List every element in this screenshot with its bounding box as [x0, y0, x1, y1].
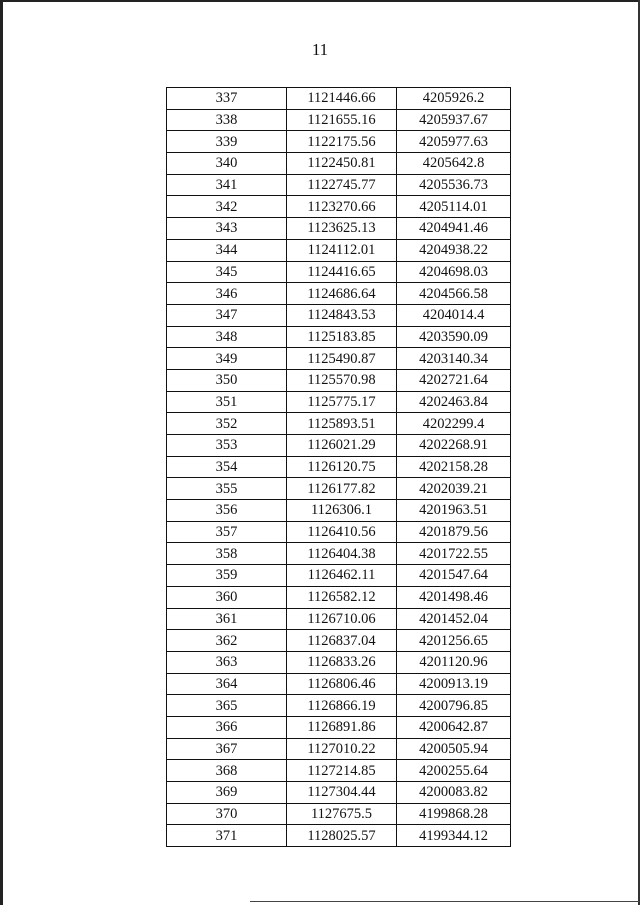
point-number-cell: 366	[167, 716, 287, 738]
point-number-cell: 358	[167, 543, 287, 565]
point-number-cell: 371	[167, 825, 287, 847]
point-number-cell: 340	[167, 153, 287, 175]
table-row	[167, 608, 511, 630]
table-row	[167, 88, 511, 110]
x-coordinate-cell: 1127675.5	[287, 803, 397, 825]
x-coordinate-cell: 1126404.38	[287, 543, 397, 565]
x-coordinate-cell: 1124843.53	[287, 304, 397, 326]
table-row	[167, 283, 511, 305]
x-coordinate-cell: 1126120.75	[287, 456, 397, 478]
table-row	[167, 651, 511, 673]
table-row	[167, 196, 511, 218]
coordinates-table-body	[167, 88, 511, 847]
y-coordinate-cell: 4205937.67	[397, 109, 511, 131]
x-coordinate-cell: 1122745.77	[287, 174, 397, 196]
y-coordinate-cell: 4204941.46	[397, 218, 511, 240]
scan-edge-top	[0, 0, 640, 2]
x-coordinate-cell: 1126710.06	[287, 608, 397, 630]
y-coordinate-cell: 4202158.28	[397, 456, 511, 478]
table-row	[167, 456, 511, 478]
y-coordinate-cell: 4205114.01	[397, 196, 511, 218]
y-coordinate-cell: 4202463.84	[397, 391, 511, 413]
x-coordinate-cell: 1126891.86	[287, 716, 397, 738]
table-row	[167, 391, 511, 413]
x-coordinate-cell: 1124686.64	[287, 283, 397, 305]
x-coordinate-cell: 1126806.46	[287, 673, 397, 695]
y-coordinate-cell: 4205536.73	[397, 174, 511, 196]
point-number-cell: 368	[167, 760, 287, 782]
table-row	[167, 239, 511, 261]
x-coordinate-cell: 1123270.66	[287, 196, 397, 218]
table-row	[167, 218, 511, 240]
table-row	[167, 825, 511, 847]
x-coordinate-cell: 1125893.51	[287, 413, 397, 435]
x-coordinate-cell: 1123625.13	[287, 218, 397, 240]
y-coordinate-cell: 4201722.55	[397, 543, 511, 565]
x-coordinate-cell: 1126833.26	[287, 651, 397, 673]
table-row	[167, 521, 511, 543]
table-row	[167, 153, 511, 175]
point-number-cell: 362	[167, 630, 287, 652]
y-coordinate-cell: 4204938.22	[397, 239, 511, 261]
x-coordinate-cell: 1126837.04	[287, 630, 397, 652]
x-coordinate-cell: 1127304.44	[287, 782, 397, 804]
x-coordinate-cell: 1126177.82	[287, 478, 397, 500]
x-coordinate-cell: 1121655.16	[287, 109, 397, 131]
table-row	[167, 261, 511, 283]
table-row	[167, 500, 511, 522]
table-row	[167, 630, 511, 652]
table-row	[167, 369, 511, 391]
table-row	[167, 174, 511, 196]
point-number-cell: 363	[167, 651, 287, 673]
point-number-cell: 355	[167, 478, 287, 500]
x-coordinate-cell: 1126306.1	[287, 500, 397, 522]
y-coordinate-cell: 4204014.4	[397, 304, 511, 326]
y-coordinate-cell: 4201879.56	[397, 521, 511, 543]
y-coordinate-cell: 4201452.04	[397, 608, 511, 630]
x-coordinate-cell: 1128025.57	[287, 825, 397, 847]
y-coordinate-cell: 4204698.03	[397, 261, 511, 283]
table-row	[167, 131, 511, 153]
x-coordinate-cell: 1127214.85	[287, 760, 397, 782]
table-row	[167, 435, 511, 457]
y-coordinate-cell: 4200642.87	[397, 716, 511, 738]
y-coordinate-cell: 4205642.8	[397, 153, 511, 175]
table-row	[167, 326, 511, 348]
point-number-cell: 341	[167, 174, 287, 196]
y-coordinate-cell: 4202039.21	[397, 478, 511, 500]
point-number-cell: 337	[167, 88, 287, 110]
y-coordinate-cell: 4200505.94	[397, 738, 511, 760]
x-coordinate-cell: 1122175.56	[287, 131, 397, 153]
y-coordinate-cell: 4204566.58	[397, 283, 511, 305]
x-coordinate-cell: 1126866.19	[287, 695, 397, 717]
table-row	[167, 543, 511, 565]
x-coordinate-cell: 1125570.98	[287, 369, 397, 391]
y-coordinate-cell: 4200913.19	[397, 673, 511, 695]
y-coordinate-cell: 4202299.4	[397, 413, 511, 435]
y-coordinate-cell: 4200255.64	[397, 760, 511, 782]
x-coordinate-cell: 1125490.87	[287, 348, 397, 370]
y-coordinate-cell: 4201498.46	[397, 586, 511, 608]
x-coordinate-cell: 1126410.56	[287, 521, 397, 543]
point-number-cell: 369	[167, 782, 287, 804]
point-number-cell: 356	[167, 500, 287, 522]
scan-edge-bottom	[250, 901, 640, 902]
point-number-cell: 345	[167, 261, 287, 283]
table-row	[167, 348, 511, 370]
point-number-cell: 370	[167, 803, 287, 825]
x-coordinate-cell: 1124112.01	[287, 239, 397, 261]
table-row	[167, 738, 511, 760]
table-row	[167, 782, 511, 804]
y-coordinate-cell: 4205977.63	[397, 131, 511, 153]
table-row	[167, 760, 511, 782]
point-number-cell: 367	[167, 738, 287, 760]
x-coordinate-cell: 1122450.81	[287, 153, 397, 175]
point-number-cell: 352	[167, 413, 287, 435]
x-coordinate-cell: 1127010.22	[287, 738, 397, 760]
table-row	[167, 673, 511, 695]
y-coordinate-cell: 4200796.85	[397, 695, 511, 717]
point-number-cell: 346	[167, 283, 287, 305]
y-coordinate-cell: 4202721.64	[397, 369, 511, 391]
y-coordinate-cell: 4201256.65	[397, 630, 511, 652]
x-coordinate-cell: 1124416.65	[287, 261, 397, 283]
point-number-cell: 360	[167, 586, 287, 608]
point-number-cell: 343	[167, 218, 287, 240]
table-row	[167, 304, 511, 326]
table-row	[167, 478, 511, 500]
x-coordinate-cell: 1126021.29	[287, 435, 397, 457]
point-number-cell: 347	[167, 304, 287, 326]
table-row	[167, 565, 511, 587]
point-number-cell: 344	[167, 239, 287, 261]
y-coordinate-cell: 4201963.51	[397, 500, 511, 522]
point-number-cell: 357	[167, 521, 287, 543]
point-number-cell: 353	[167, 435, 287, 457]
table-row	[167, 586, 511, 608]
table-row	[167, 695, 511, 717]
y-coordinate-cell: 4199868.28	[397, 803, 511, 825]
coordinates-table	[166, 87, 511, 847]
point-number-cell: 338	[167, 109, 287, 131]
y-coordinate-cell: 4202268.91	[397, 435, 511, 457]
table-row	[167, 716, 511, 738]
y-coordinate-cell: 4201547.64	[397, 565, 511, 587]
point-number-cell: 359	[167, 565, 287, 587]
scan-edge-left	[0, 0, 3, 905]
point-number-cell: 354	[167, 456, 287, 478]
table-row	[167, 109, 511, 131]
x-coordinate-cell: 1125775.17	[287, 391, 397, 413]
y-coordinate-cell: 4199344.12	[397, 825, 511, 847]
y-coordinate-cell: 4200083.82	[397, 782, 511, 804]
point-number-cell: 349	[167, 348, 287, 370]
point-number-cell: 348	[167, 326, 287, 348]
page-number: 11	[311, 40, 329, 59]
x-coordinate-cell: 1126582.12	[287, 586, 397, 608]
point-number-cell: 339	[167, 131, 287, 153]
point-number-cell: 365	[167, 695, 287, 717]
x-coordinate-cell: 1126462.11	[287, 565, 397, 587]
y-coordinate-cell: 4203140.34	[397, 348, 511, 370]
point-number-cell: 364	[167, 673, 287, 695]
point-number-cell: 361	[167, 608, 287, 630]
table-row	[167, 413, 511, 435]
point-number-cell: 350	[167, 369, 287, 391]
x-coordinate-cell: 1125183.85	[287, 326, 397, 348]
y-coordinate-cell: 4201120.96	[397, 651, 511, 673]
x-coordinate-cell: 1121446.66	[287, 88, 397, 110]
y-coordinate-cell: 4203590.09	[397, 326, 511, 348]
y-coordinate-cell: 4205926.2	[397, 88, 511, 110]
table-row	[167, 803, 511, 825]
point-number-cell: 342	[167, 196, 287, 218]
point-number-cell: 351	[167, 391, 287, 413]
